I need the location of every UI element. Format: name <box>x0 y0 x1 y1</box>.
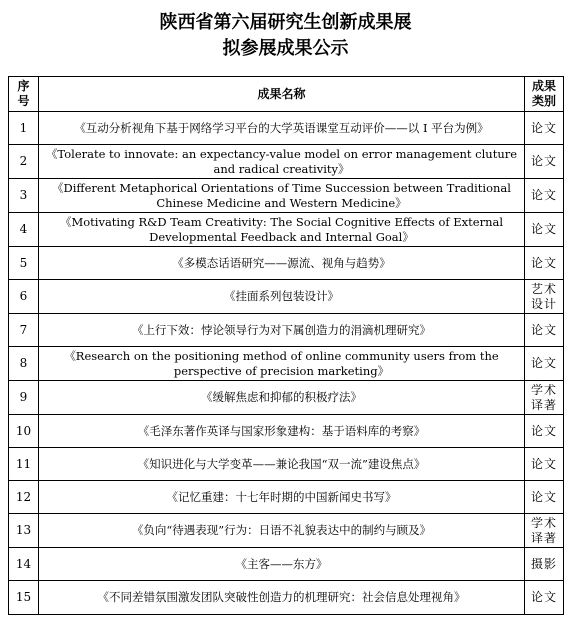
table-row <box>9 415 564 448</box>
result-name: 《知识进化与大学变革——兼论我国“双一流”建设焦点》 <box>39 448 525 481</box>
result-name: 《Tolerate to innovate: an expectancy-value model on error management cluture and radical creativity》 <box>39 145 525 179</box>
table-header-row <box>9 77 564 112</box>
table-row <box>9 145 564 179</box>
table-row <box>9 548 564 581</box>
table-row <box>9 213 564 247</box>
result-category: 论文 <box>525 213 564 247</box>
table-row <box>9 381 564 415</box>
result-name: 《毛泽东著作英译与国家形象建构：基于语料库的考察》 <box>39 415 525 448</box>
column-header-name: 成果名称 <box>39 77 525 112</box>
result-name: 《上行下效：悖论领导行为对下属创造力的涓滴机理研究》 <box>39 314 525 347</box>
result-name: 《主客——东方》 <box>39 548 525 581</box>
page-subtitle: 拟参展成果公示 <box>222 38 349 59</box>
table-row <box>9 314 564 347</box>
result-category: 论文 <box>525 314 564 347</box>
table-row <box>9 347 564 381</box>
result-name: 《多模态话语研究——源流、视角与趋势》 <box>39 247 525 280</box>
table-row <box>9 481 564 514</box>
row-number: 10 <box>9 415 39 448</box>
result-category: 艺术设计 <box>525 280 564 314</box>
row-number: 12 <box>9 481 39 514</box>
result-category: 论文 <box>525 247 564 280</box>
result-name: 《挂面系列包装设计》 <box>39 280 525 314</box>
row-number: 2 <box>9 145 39 179</box>
result-name: 《Research on the positioning method of online community users from the perspective of precision marketing》 <box>39 347 525 381</box>
result-category: 论文 <box>525 145 564 179</box>
result-category: 论文 <box>525 179 564 213</box>
result-category: 论文 <box>525 481 564 514</box>
result-name: 《负向“待遇表现”行为：日语不礼貌表达中的制约与顾及》 <box>39 514 525 548</box>
table-row <box>9 581 564 615</box>
row-number: 1 <box>9 112 39 145</box>
results-table <box>8 76 564 615</box>
row-number: 15 <box>9 581 39 615</box>
row-number: 4 <box>9 213 39 247</box>
result-category: 学术译著 <box>525 514 564 548</box>
row-number: 14 <box>9 548 39 581</box>
table-row <box>9 247 564 280</box>
result-category: 论文 <box>525 448 564 481</box>
row-number: 8 <box>9 347 39 381</box>
row-number: 6 <box>9 280 39 314</box>
column-header-category: 成果类别 <box>525 77 564 112</box>
row-number: 11 <box>9 448 39 481</box>
result-name: 《Motivating R&D Team Creativity: The Social Cognitive Effects of External Developmental Feedback and Internal Goal》 <box>39 213 525 247</box>
table-body <box>9 112 564 615</box>
row-number: 3 <box>9 179 39 213</box>
result-category: 摄影 <box>525 548 564 581</box>
result-category: 学术译著 <box>525 381 564 415</box>
table-row <box>9 179 564 213</box>
result-category: 论文 <box>525 112 564 145</box>
row-number: 9 <box>9 381 39 415</box>
table-row <box>9 514 564 548</box>
table-row <box>9 280 564 314</box>
row-number: 7 <box>9 314 39 347</box>
result-category: 论文 <box>525 581 564 615</box>
result-name: 《Different Metaphorical Orientations of Time Succession between Traditional Chinese Medicine and Western Medicine》 <box>39 179 525 213</box>
result-name: 《不同差错氛围激发团队突破性创造力的机理研究：社会信息处理视角》 <box>39 581 525 615</box>
column-header-no: 序号 <box>9 77 39 112</box>
row-number: 13 <box>9 514 39 548</box>
result-category: 论文 <box>525 347 564 381</box>
table-row <box>9 448 564 481</box>
result-name: 《缓解焦虑和抑郁的积极疗法》 <box>39 381 525 415</box>
result-name: 《记忆重建：十七年时期的中国新闻史书写》 <box>39 481 525 514</box>
row-number: 5 <box>9 247 39 280</box>
result-name: 《互动分析视角下基于网络学习平台的大学英语课堂互动评价——以 I 平台为例》 <box>39 112 525 145</box>
result-category: 论文 <box>525 415 564 448</box>
table-row <box>9 112 564 145</box>
page-title: 陕西省第六届研究生创新成果展 <box>159 12 412 33</box>
